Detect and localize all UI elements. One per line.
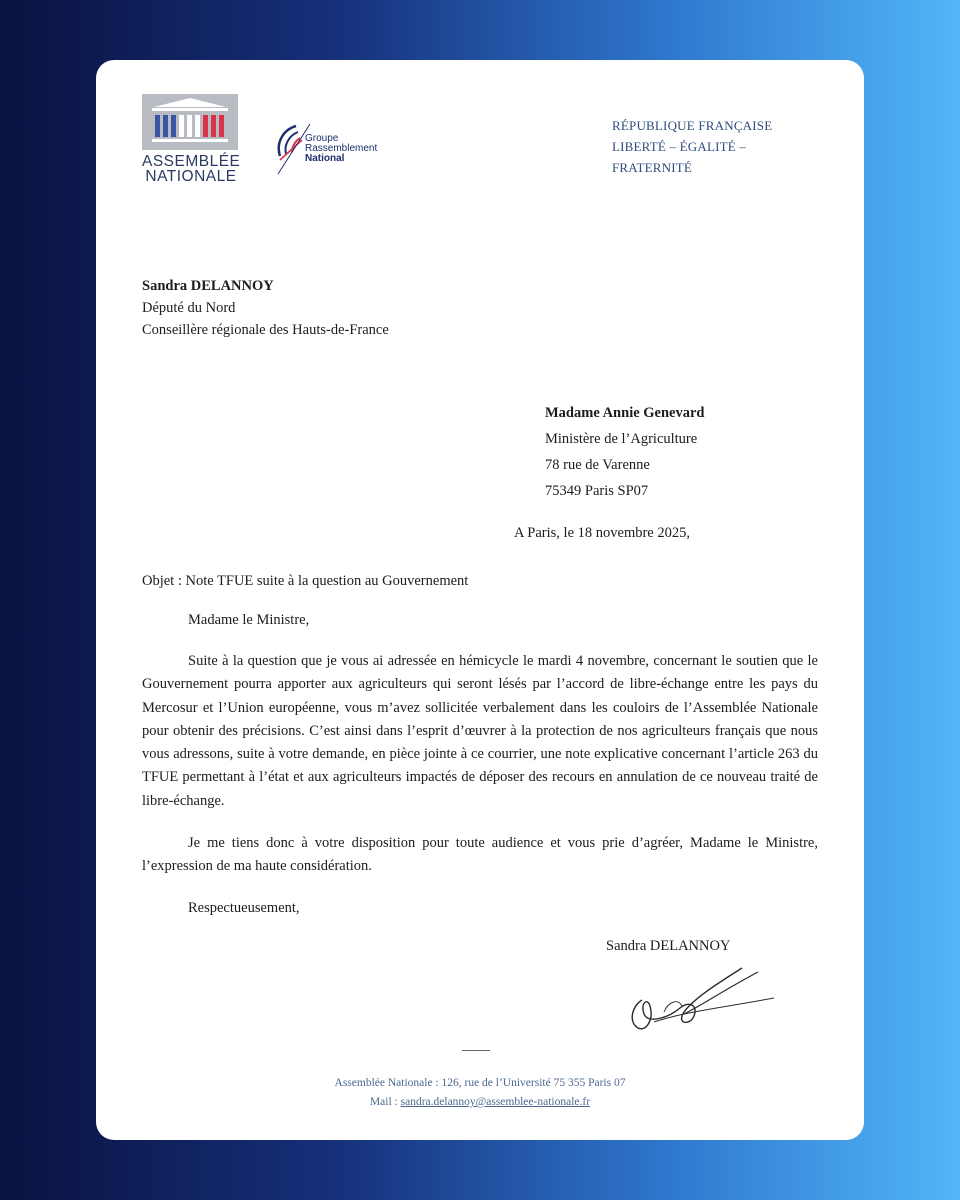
sender-name: Sandra DELANNOY: [142, 278, 274, 294]
logo-line-1: ASSEMBLÉE: [142, 153, 241, 170]
republic-line-3: FRATERNITÉ: [612, 160, 692, 175]
hemicycle-emblem: [142, 94, 238, 150]
salutation: Madame le Ministre,: [188, 612, 310, 628]
footer-divider: [462, 1050, 490, 1051]
assemblee-nationale-logo: [142, 94, 240, 184]
email-link[interactable]: sandra.delannoy@assemblee-nationale.fr: [400, 1096, 591, 1108]
rn-logo-line-3: National: [305, 153, 345, 164]
handwritten-signature: [624, 962, 774, 1042]
rassemblement-national-logo: [274, 120, 414, 180]
sender-title: Député du Nord: [142, 300, 236, 316]
republic-line-2: LIBERTÉ – ÉGALITÉ –: [612, 139, 747, 154]
rn-logo-line-2: Rassemblement: [305, 143, 378, 154]
recipient-block: [545, 400, 705, 504]
republic-header: [612, 115, 812, 178]
footer-mail-label: Mail :: [369, 1096, 401, 1108]
rn-logo-line-1: Groupe: [305, 133, 339, 144]
footer-address: Assemblée Nationale : 126, rue de l’Université 75 355 Paris 07: [334, 1077, 626, 1089]
sender-role: Conseillère régionale des Hauts-de-France: [142, 322, 389, 338]
recipient-street: 78 rue de Varenne: [545, 457, 650, 473]
recipient-name: Madame Annie Genevard: [545, 405, 705, 421]
letter-page: [96, 60, 864, 1140]
body-paragraph-1: Suite à la question que je vous ai adressée en hémicycle le mardi 4 novembre, concernant le soutien que le Gouvernement pourra apporter aux agriculteurs qui seront lésés par l’accord de libre-échange entre les pays du Mercosur et l’Union européenne, vous m’avez sollicitée verbalement dans les couloirs de l’Assemblée Nationale pour obtenir des précisions. C’est ainsi dans l’esprit d’œuvrer à la protection de nos agriculteurs français que nous vous adressons, suite à votre demande, en pièce jointe à ce courrier, une note explicative concernant l’article 263 du TFUE permettant à l’état et aux agriculteurs impactés de déposer des recours en annulation de ce nouveau traité de libre-échange.: [142, 653, 818, 809]
signature-name: Sandra DELANNOY: [606, 938, 731, 954]
subject-line: Objet : Note TFUE suite à la question au Gouvernement: [142, 573, 469, 589]
logo-line-2: NATIONALE: [145, 168, 237, 185]
dateline: A Paris, le 18 novembre 2025,: [514, 525, 690, 541]
hemicycle-icon: [142, 94, 238, 150]
sender-block: [142, 275, 389, 341]
body-paragraph-2: Je me tiens donc à votre disposition pour toute audience et vous prie d’agréer, Madame le Ministre, l’expression de ma haute considération.: [142, 835, 818, 875]
footer: [96, 1074, 864, 1112]
closing: Respectueusement,: [188, 900, 300, 916]
footer-mail-line: [96, 1093, 864, 1112]
recipient-city: 75349 Paris SP07: [545, 483, 649, 499]
republic-line-1: RÉPUBLIQUE FRANÇAISE: [612, 118, 773, 133]
recipient-org: Ministère de l’Agriculture: [545, 431, 698, 447]
